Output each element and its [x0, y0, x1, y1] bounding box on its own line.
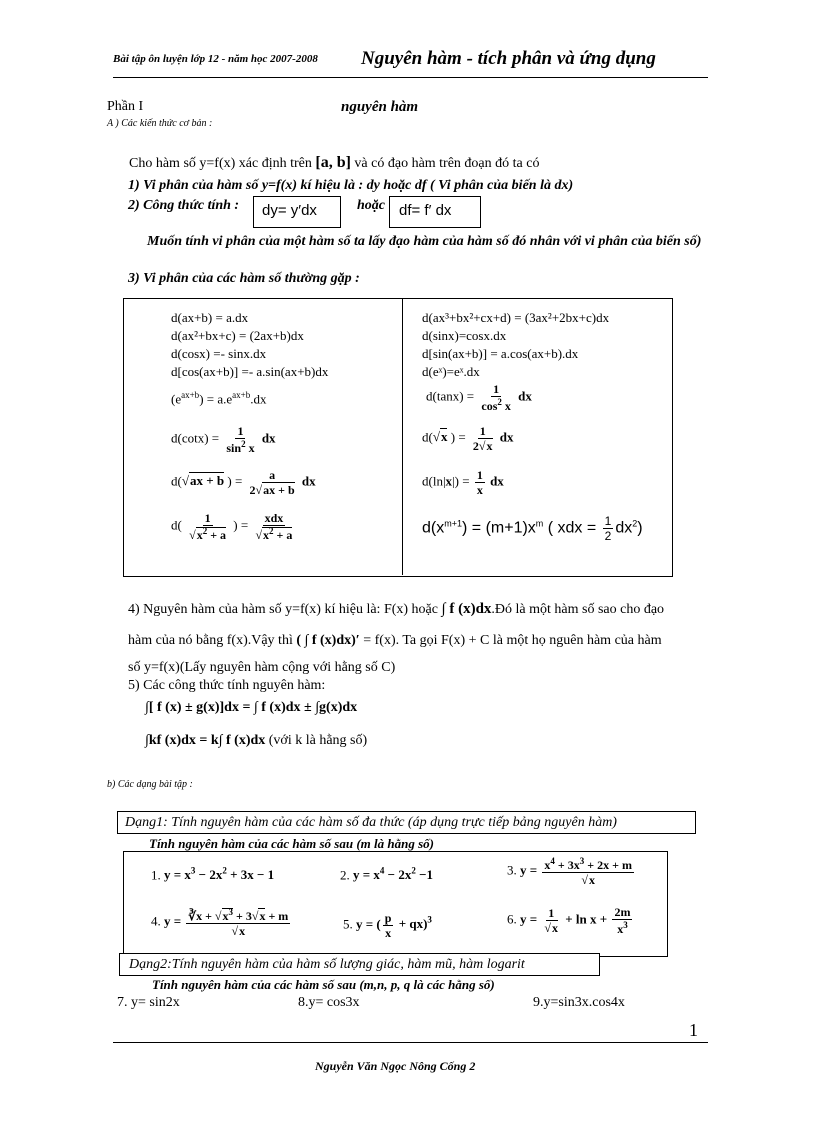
header-right: Nguyên hàm - tích phân và ứng dụng [361, 48, 656, 69]
item-3: 3) Vi phân của các hàm số thường gặp : [128, 271, 360, 286]
part-title: nguyên hàm [341, 99, 419, 115]
item-5-title: 5) Các công thức tính nguyên hàm: [128, 678, 326, 693]
dang-1-box [117, 811, 696, 834]
header-left: Bài tập ôn luyện lớp 12 - năm học 2007-2008 [113, 53, 318, 65]
table-right-basic: d(ax³+bx²+cx+d) = (3ax²+2bx+c)dx d(sinx)=cosx.dx d[sin(ax+b)] = a.cos(ax+b).dx d(eˣ)=eˣ.dx [422, 310, 610, 379]
formula-constant-rule: ∫kf (x)dx = k∫ f (x)dx (với k là hằng số) [145, 733, 368, 748]
exercise-4: 4. y = ∛x + √ $x^3 + 3√$ x + m √ x [151, 908, 292, 937]
formula-tan: d(tanx) = $\frac{1}{\cos^2 x}$ dx [426, 382, 532, 413]
formula-sqrt-ax-b: d(√ ax + b ) = $\frac{a}{2√ ax + b}$ dx [171, 469, 316, 496]
formula-ln: d(ln|x|) = $\frac{1}{x}$ dx [422, 468, 504, 497]
formula-box-df: df= f′ dx [389, 196, 481, 228]
exercise-5: 5. y = ( $\frac{p}{x}$ + qx)$^3$ [343, 911, 432, 940]
dang-2-title: Dạng2:Tính nguyên hàm của hàm số lượng giác, hàm mũ, hàm logarit [129, 957, 525, 972]
intro-line: Cho hàm số y=f(x) xác định trên [a, b] và có đạo hàm trên đoạn đó ta có [129, 154, 540, 171]
formula-inv-sqrt: d( 1 √ $x^2 + a$ ) = xdx √ $x^2 + a$ [171, 512, 296, 541]
item-1: 1) Vi phân của hàm số y=f(x) kí hiệu là : dy hoặc df ( Vi phân của biến là dx) [128, 178, 574, 193]
item-4-line-3: số y=f(x)(Lấy nguyên hàm cộng với hằng số C) [128, 660, 396, 675]
formula-exp-ax-b: $(e^{ax+b}) = a.e^{ax+b}.dx$ [171, 390, 267, 407]
footer-author: Nguyễn Văn Ngọc Nông Cống 2 [315, 1059, 476, 1073]
exercise-3: 3. y = $x^4 + 3x^3 + 2x + m$ √ x [507, 857, 636, 886]
formula-sqrt-x: d(√ x ) = $\frac{1}{2√ x}$ dx [422, 425, 513, 452]
footer-rule [113, 1042, 708, 1043]
formula-power: $d(x^{m+1}) = (m+1)x^m$ ( xdx = $\frac{1}{2}$ $dx^2$) [422, 514, 643, 543]
item-4-line-2: hàm của nó bằng f(x).Vậy thì ( ∫ f (x)dx)′ = f(x). Ta gọi F(x) + C là một họ nguên hàm của hàm [128, 633, 662, 648]
page-number: 1 [689, 1020, 698, 1040]
dang-1-subtitle: Tính nguyên hàm của các hàm số sau (m là hằng số) [149, 836, 434, 851]
dang-2-subtitle: Tính nguyên hàm của các hàm số sau (m,n, p, q là các hằng số) [152, 977, 495, 992]
exercise-2: 2. $y = x^4 - 2x^2 -1$ [340, 866, 434, 883]
or-text: hoặc [357, 198, 385, 213]
exercise-7: 7. y= sin2x [117, 995, 180, 1010]
section-a-title: A ) Các kiến thức cơ bản : [107, 118, 213, 129]
formula-box-dy: dy= y′dx [253, 196, 341, 228]
table-divider [402, 298, 403, 575]
item-4-line-1: 4) Nguyên hàm của hàm số y=f(x) kí hiệu là: F(x) hoặc ∫ f (x)dx.Đó là một hàm số sao cho đạo [128, 601, 665, 617]
formula-sum-rule: ∫[ f (x) ± g(x)]dx = ∫ f (x)dx ± ∫g(x)dx [145, 700, 358, 715]
exercise-9: 9.y=sin3x.cos4x [533, 995, 625, 1010]
section-b-title: b) Các dạng bài tập : [107, 779, 193, 790]
exercise-6: 6. y = 1 √ x + ln x + $\frac{2m}{x^3}$ [507, 906, 634, 935]
exercise-8: 8.y= cos3x [298, 995, 360, 1010]
interval: [a, b] [315, 154, 351, 171]
exercise-1: 1. $y = x^3 - 2x^2 + 3x - 1$ [151, 866, 275, 883]
note: Muốn tính vi phân của một hàm số ta lấy đạo hàm của hàm số đó nhân với vi phân của biến số) [147, 234, 702, 249]
dang-2-box [119, 953, 600, 976]
item-2-label: 2) Công thức tính : [128, 198, 240, 213]
dang-1-title: Dạng1: Tính nguyên hàm của các hàm số đa thức (áp dụng trực tiếp bảng nguyên hàm) [125, 815, 617, 830]
table-left-basic: d(ax+b) = a.dx d(ax²+bx+c) = (2ax+b)dx d(cosx) =- sinx.dx d[cos(ax+b)] =- a.sin(ax+b)dx [171, 310, 329, 379]
header-rule [113, 77, 708, 78]
formula-cot: d(cotx) = $\frac{1}{\sin^2 x}$ dx [171, 424, 276, 455]
part-label: Phần I [107, 99, 144, 114]
